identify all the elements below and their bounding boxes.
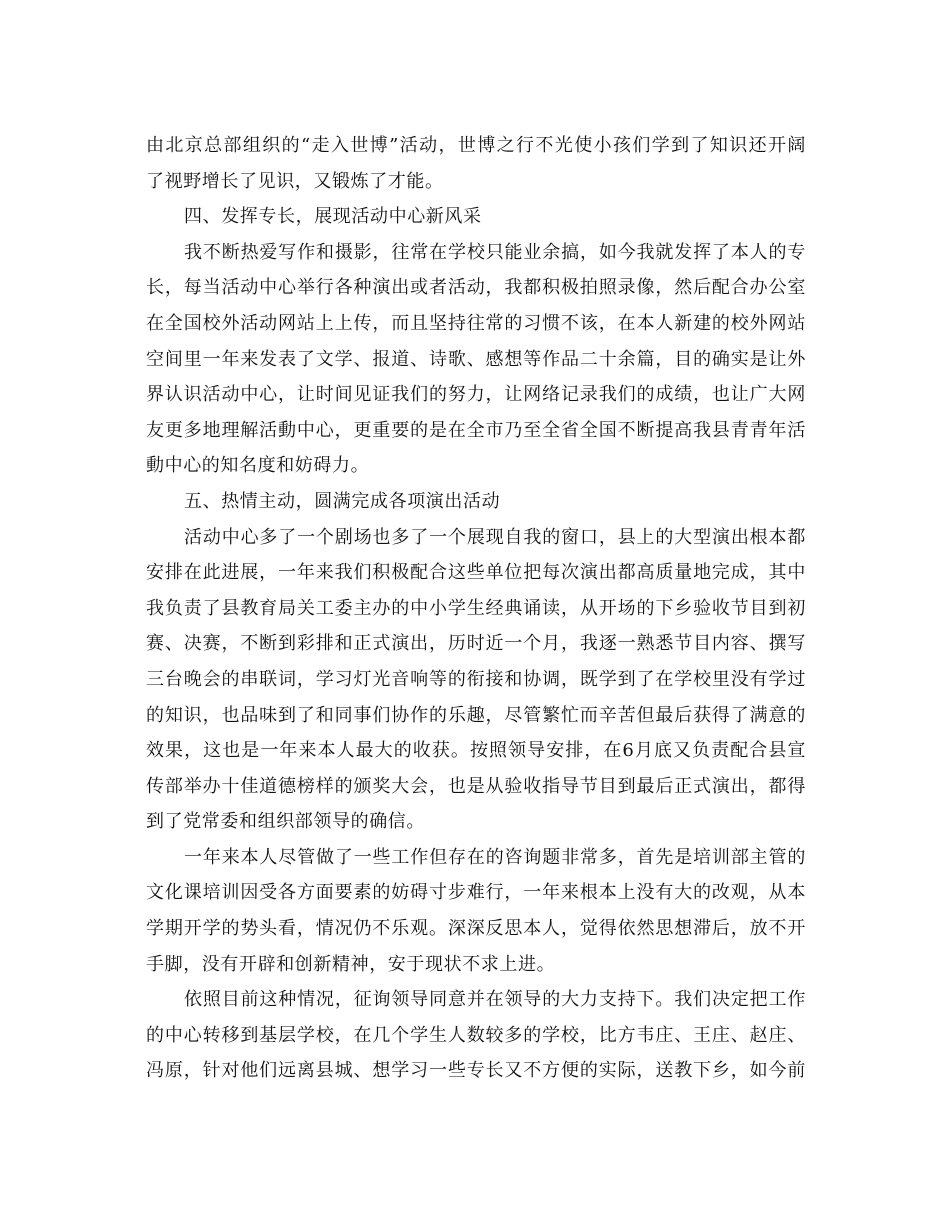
- text-line: 冯原，针对他们远离县城、想学习一些专长又不方便的实际，送教下乡，如今前: [146, 1060, 806, 1082]
- document-body: [146, 128, 806, 1089]
- text-line: 文化课培训因受各方面要素的妨碍寸步难行，一年来根本上没有大的改观，从本: [146, 882, 806, 904]
- text-line: 长，每当活动中心举行各种演出或者活动，我都积极拍照录像，然后配合办公室: [146, 277, 806, 299]
- text-line: 由北京总部组织的“走入世博”活动，世博之行不光使小孩们学到了知识还开阔: [146, 135, 806, 156]
- text-line: 了视野增长了见识，又锻炼了才能。: [146, 170, 444, 192]
- text-line: 空间里一年来发表了文学、报道、诗歌、感想等作品二十余篇，目的确实是让外: [146, 348, 806, 370]
- text-line: 手脚，没有开辟和创新精神，安于现状不求上进。: [146, 953, 556, 975]
- text-line: 三台晚会的串联词，学习灯光音响等的衔接和协调，既学到了在学校里没有学过: [146, 668, 806, 690]
- text-line: 的知识，也品味到了和同事们协作的乐趣，尽管繁忙而辛苦但最后获得了满意的: [146, 704, 806, 726]
- text-line: 学期开学的势头看，情况仍不乐观。深深反思本人，觉得依然思想滞后，放不开: [146, 918, 806, 940]
- text-line: 一年来本人尽管做了一些工作但存在的咨询题非常多，首先是培训部主管的: [184, 846, 806, 868]
- text-line: 動中心的知名度和妨碍力。: [146, 455, 370, 477]
- text-line: 依照目前这种情况，征询领导同意并在领导的大力支持下。我们决定把工作: [184, 989, 806, 1011]
- text-line: 在全国校外活动网站上上传，而且坚持往常的习惯不该，在本人新建的校外网站: [146, 312, 806, 334]
- text-line: 赛、决赛，不断到彩排和正式演出，历时近一个月，我逐一熟悉节目内容、撰写: [146, 633, 806, 655]
- text-line: 活动中心多了一个剧场也多了一个展现自我的窗口，县上的大型演出根本都: [184, 526, 806, 548]
- text-line: 我负责了县教育局关工委主办的中小学生经典诵读，从开场的下乡验收节目到初: [146, 597, 806, 619]
- text-line: 传部举办十佳道德榜样的颁奖大会，也是从验收指导节目到最后正式演出，都得: [146, 775, 806, 797]
- text-line: 的中心转移到基层学校，在几个学生人数较多的学校，比方韦庄、王庄、赵庄、: [146, 1024, 806, 1046]
- section-heading: 四、发挥专长，展现活动中心新风采: [184, 206, 482, 228]
- section-heading: 五、热情主动，圆满完成各项演出活动: [184, 490, 501, 512]
- text-line: 我不断热爱写作和摄影，往常在学校只能业余搞，如今我就发挥了本人的专: [184, 241, 806, 263]
- text-line: 界认识活动中心，让时间见证我们的努力，让网络记录我们的成绩，也让广大网: [146, 384, 806, 406]
- text-line: 效果，这也是一年来本人最大的收获。按照领导安排，在6月底又负责配合县宣: [146, 740, 806, 762]
- text-line: 到了党常委和组织部领导的确信。: [146, 811, 425, 833]
- text-line: 友更多地理解活動中心，更重要的是在全市乃至全省全国不断提高我县青青年活: [146, 419, 806, 441]
- text-line: 安排在此进展，一年来我们积极配合这些单位把每次演出都高质量地完成，其中: [146, 562, 806, 584]
